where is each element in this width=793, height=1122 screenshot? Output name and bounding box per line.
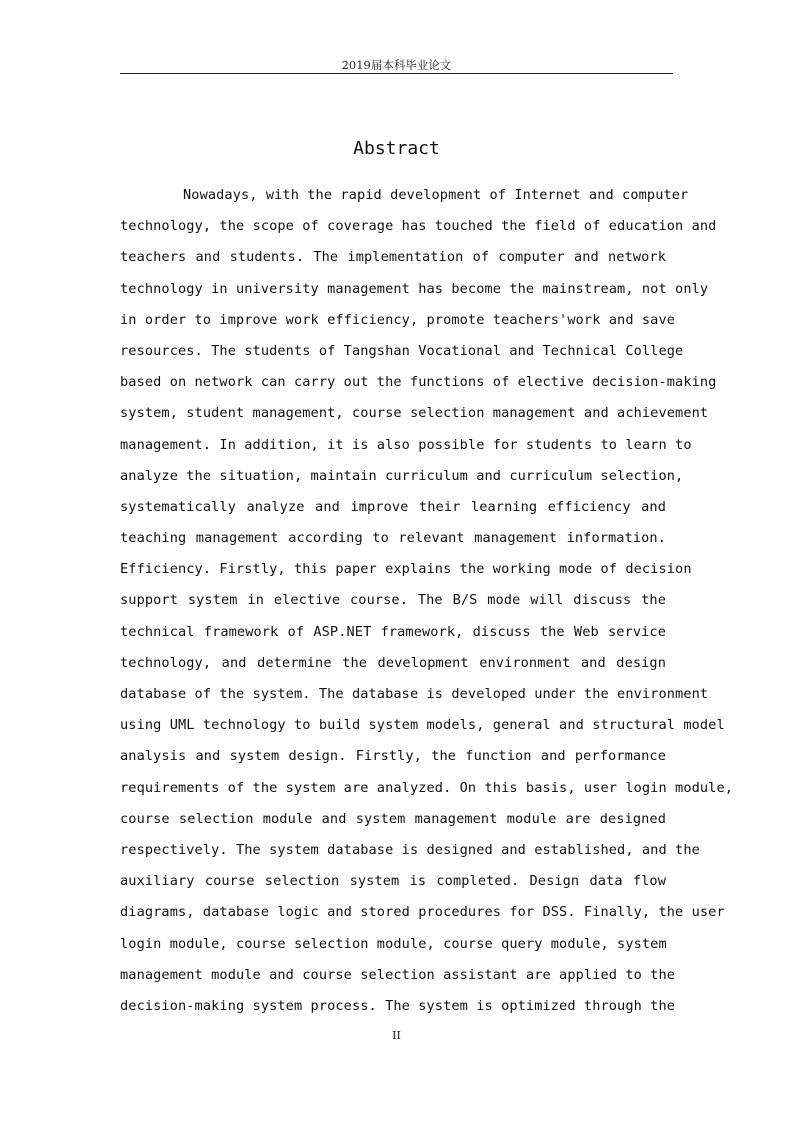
header-rule xyxy=(120,73,673,74)
abstract-line: database of the system. The database is developed under the environment xyxy=(120,686,709,702)
abstract-line: analysis and system design. Firstly, the function and performance xyxy=(120,748,666,765)
abstract-line: respectively. The system database is designed and established, and the xyxy=(120,841,700,858)
abstract-line: technology in university management has become the mainstream, not only xyxy=(120,280,709,297)
abstract-line: using UML technology to build system models, general and structural model xyxy=(120,717,725,734)
abstract-line: system, student management, course selection management and achievement xyxy=(120,405,709,422)
abstract-line: resources. The students of Tangshan Vocational and Technical College xyxy=(120,342,684,359)
abstract-line: management. In addition, it is also possible for students to learn to xyxy=(120,436,692,453)
abstract-line: teachers and students. The implementation of computer and network xyxy=(120,249,666,266)
abstract-title: Abstract xyxy=(353,138,440,159)
abstract-line: management module and course selection assistant are applied to the xyxy=(120,966,676,983)
abstract-line: teaching management according to relevant management information. xyxy=(120,530,666,547)
abstract-line: technology, and determine the development environment and design xyxy=(120,654,666,671)
abstract-line: login module, course selection module, course query module, system xyxy=(120,935,667,952)
abstract-line: Efficiency. Firstly, this paper explains the working mode of decision xyxy=(120,561,692,578)
abstract-body xyxy=(120,180,734,1022)
abstract-line: diagrams, database logic and stored procedures for DSS. Finally, the user xyxy=(120,904,725,921)
abstract-line: decision-making system process. The system is optimized through the xyxy=(120,997,676,1014)
abstract-line: auxiliary course selection system is completed. Design data flow xyxy=(120,873,666,890)
abstract-line: based on network can carry out the functions of elective decision-making xyxy=(120,374,717,391)
abstract-line: requirements of the system are analyzed. On this basis, user login module, xyxy=(120,779,734,796)
abstract-line: course selection module and system management module are designed xyxy=(120,810,666,827)
abstract-line: technical framework of ASP.NET framework, discuss the Web service xyxy=(120,623,666,640)
abstract-line: Nowadays, with the rapid development of Internet and computer xyxy=(183,187,689,203)
abstract-line: support system in elective course. The B/S mode will discuss the xyxy=(120,592,666,609)
abstract-line: systematically analyze and improve their learning efficiency and xyxy=(120,498,666,515)
abstract-line: technology, the scope of coverage has touched the field of education and xyxy=(120,218,717,235)
abstract-line: analyze the situation, maintain curriculum and curriculum selection, xyxy=(120,467,684,484)
page-number: II xyxy=(392,1029,401,1042)
running-header: 2019届本科毕业论文 xyxy=(341,58,452,72)
abstract-line: in order to improve work efficiency, promote teachers'work and save xyxy=(120,311,676,328)
